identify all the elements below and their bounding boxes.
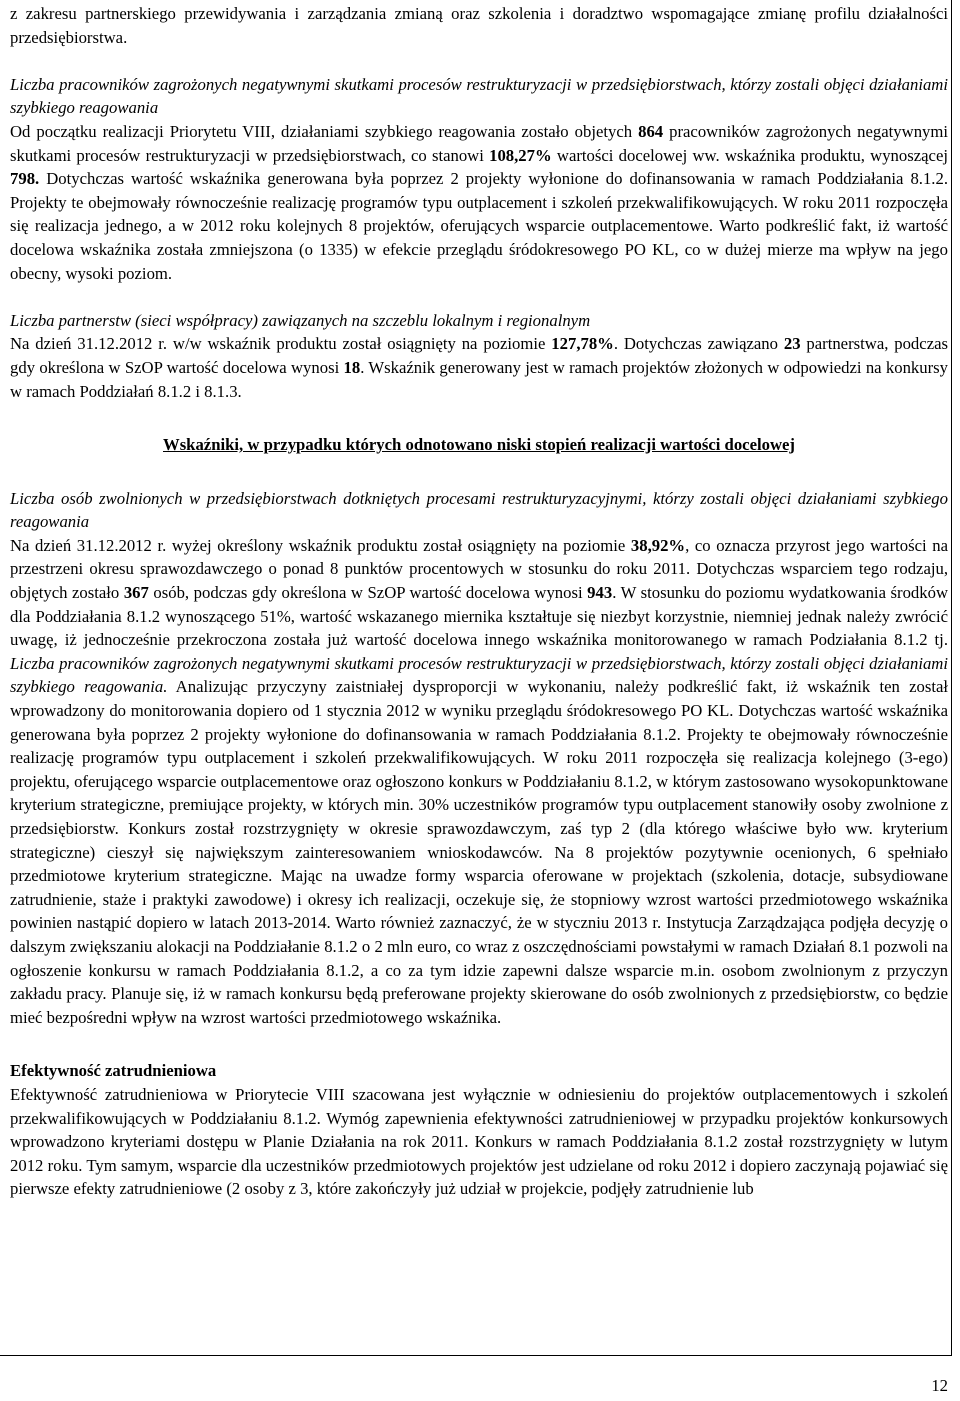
heading-employment-effectiveness: Efektywność zatrudnieniowa <box>10 1061 217 1081</box>
text-run: wartości docelowej ww. wskaźnika produktu, wynoszącej <box>551 145 948 165</box>
value-798: 798. <box>10 169 40 189</box>
paragraph-dismissed-persons <box>10 534 948 1029</box>
value-18: 18 <box>343 357 361 377</box>
value-367: 367 <box>123 583 149 603</box>
spacer <box>10 49 948 73</box>
text-run: pracowników zagrożonych negatywnymi skutkami procesów restrukturyzacji w przedsiębiorstwach, co stanowi <box>10 121 948 165</box>
text-run: Analizując przyczyny zaistniałej dysproporcji w wykonaniu, należy podkreślić fakt, iż wskaźnik ten został wprowadzony do monitorowania dopiero od 1 stycznia 2012 w wyniku przeglądu śródokresowego PO KL. Dotychczas wartość wskaźnika generowana była poprzez 2 projekty wyłonione do dofinansowania w ramach Poddziałania 8.1.2. Projekty te obejmowały równocześnie realizację programów typu outplacement i szkoleń przekwalifikowujących. W roku 2011 rozpoczęła się realizacja kolejnego (3-ego) projektu, oferującego wsparcie outplacementowe oraz ogłoszono konkurs w Poddziałaniu 8.1.2, w którym zastosowano wysokopunktowane kryterium strategiczne, premiujące projekty, w których min. 30% uczestników programów typu outplacement stanowiły osoby zwolnione z przedsiębiorstw. Konkurs został rozstrzygnięty w okresie sprawozdawczym, zaś typ 2 (dla którego właściwe było ww. kryterium strategiczne) cieszył się największym zainteresowaniem wnioskodawców. Na 8 projektów pozytywnie ocenionych, 6 spełniało przedmiotowe kryterium strategiczne. Mając na uwadze formy wsparcia oferowane w projektach (szkolenia, dotacje, subsydiowane zatrudnienie, staże i praktyki zawodowe) i okresy ich realizacji, oczekuje się, że stopniowy wzrost wartości przedmiotowego wskaźnika powinien nastąpić dopiero w latach 2013-2014. Warto również zaznaczyć, że w styczniu 2013 r. Instytucja Zarządzająca podjęła decyzję o dalszym zwiększaniu alokacji na Poddziałanie 8.1.2 o 2 mln euro, co wraz z oszczędnościami powstałymi w ramach Działań 8.1 pozwoli na ogłoszenie konkursu w ramach Poddziałania 8.1.2, a co za tym idzie zapewni dalsze wsparcie m.in. osobom zwolnionym z przyczyn zakładu pracy. Planuje się, iż w ramach konkursu będą preferowane projekty skierowane do osób zwolnionych z przedsiębiorstw, co będzie mieć bezpośredni wpływ na wzrost wartości przedmiotowego wskaźnika. <box>10 677 948 1027</box>
value-percent: 127,78% <box>551 334 614 354</box>
indicator-reference: Liczba pracowników zagrożonych negatywnymi skutkami procesów restrukturyzacji w przedsiębiorstwach, którzy zostali objęci działaniami szybkiego reagowania. <box>10 653 948 697</box>
text-run: Od początku realizacji Priorytetu VIII, działaniami szybkiego reagowania zostało objetych <box>10 121 639 141</box>
paragraph-workers-at-risk <box>10 120 948 285</box>
text-run: Na dzień 31.12.2012 r. wyżej określony wskaźnik produktu został osiągnięty na poziomie <box>10 535 631 555</box>
page-number: 12 <box>931 1376 948 1395</box>
text-run: Na dzień 31.12.2012 r. w/w wskaźnik produktu został osiągnięty na poziomie <box>10 334 552 354</box>
paragraph-partnerships <box>10 332 948 403</box>
indicator-title-dismissed-persons: Liczba osób zwolnionych w przedsiębiorstwach dotkniętych procesami restrukturyzacyjnymi, którzy zostali objęci działaniami szybkiego reagowania <box>10 488 948 532</box>
indicator-title-workers-at-risk: Liczba pracowników zagrożonych negatywnymi skutkami procesów restrukturyzacji w przedsiębiorstwach, którzy zostali objęci działaniami szybkiego reagowania <box>10 74 948 118</box>
value-864: 864 <box>638 121 664 141</box>
spacer <box>10 285 948 309</box>
value-percent: 108,27% <box>489 145 552 165</box>
value-percent: 38,92% <box>630 535 686 555</box>
text-run: Dotychczas wartość wskaźnika generowana była poprzez 2 projekty wyłonione do dofinansowania w ramach Poddziałania 8.1.2. Projekty te obejmowały równocześnie realizację programów typu outplacement i szkoleń przekwalifikowujących. W roku 2011 rozpoczęła się realizacja jednego, a w 2012 roku kolejnych 8 projektów, oferujących wsparcie outplacementowe. Warto podkreślić fakt, iż wartość docelowa wskaźnika została zmniejszona (o 1335) w efekcie przeglądu śródokresowego PO KL, co w dużej mierze ma wpływ na jego obecny, wysoki poziom. <box>10 169 948 283</box>
text-run: . W stosunku do poziomu wydatkowania środków dla Poddziałania 8.1.2 wynoszącego 51%, wartość wskazanego miernika kształtuje się niezbyt korzystnie, niemniej jednak należy zwrócić uwagę, iż jednocześnie przekroczona została już wartość docelowa innego wskaźnika monitorowanego w ramach Podziałania 8.1.2 tj. <box>10 583 948 650</box>
section-heading: Wskaźniki, w przypadku których odnotowano niski stopień realizacji wartości docelowej <box>163 435 795 455</box>
indicator-title-partnerships: Liczba partnerstw (sieci współpracy) zawiązanych na szczeblu lokalnym i regionalnym <box>10 310 591 330</box>
value-23: 23 <box>783 334 801 354</box>
document-page <box>10 2 948 1201</box>
text-run: partnerstwa, podczas gdy określona w SzOP wartość docelowa wynosi <box>10 334 948 377</box>
text-run: , co oznacza przyrost jego wartości na przestrzeni okresu sprawozdawczego o ponad 8 punktów procentowych w stosunku do roku 2011. Dotychczas wsparciem tego rodzaju, objętych zostało <box>10 535 948 603</box>
spacer <box>10 403 948 433</box>
paragraph-employment-effectiveness: Efektywność zatrudnieniowa w Priorytecie VIII szacowana jest wyłącznie w odniesieniu do projektów outplacementowych i szkoleń przekwalifikowujących w Poddziałaniu 8.1.2. Wymóg zapewnienia efektywności zatrudnieniowej w przypadku projektów konkursowych wprowadzono kryteriami dostępu w Planie Działania na rok 2011. Konkurs w ramach Poddziałania 8.1.2 został rozstrzygnięty w lutym 2012 roku. Tym samym, wsparcie dla uczestników przedmiotowych projektów jest udzielane od roku 2012 i dopiero zaczynają pojawiać się pierwsze efekty zatrudnieniowe (2 osoby z 3, które zakończyły już udział w projekcie, podjęły zatrudnienie lub <box>10 1084 948 1199</box>
text-run: . Wskaźnik generowany jest w ramach projektów złożonych w odpowiedzi na konkursy w ramach Poddziałań 8.1.2 i 8.1.3. <box>10 357 948 401</box>
spacer <box>10 457 948 487</box>
page-border-bottom <box>0 1355 952 1356</box>
spacer <box>10 1029 948 1059</box>
value-943: 943 <box>587 583 613 603</box>
page-border-right <box>951 0 952 1356</box>
paragraph-intro: z zakresu partnerskiego przewidywania i zarządzania zmianą oraz szkolenia i doradztwo wspomagające zmianę profilu działalności przedsiębiorstwa. <box>10 4 948 47</box>
text-run: . Dotychczas zawiązano <box>613 334 784 354</box>
text-run: osób, podczas gdy określona w SzOP wartość docelowa wynosi <box>148 583 588 603</box>
